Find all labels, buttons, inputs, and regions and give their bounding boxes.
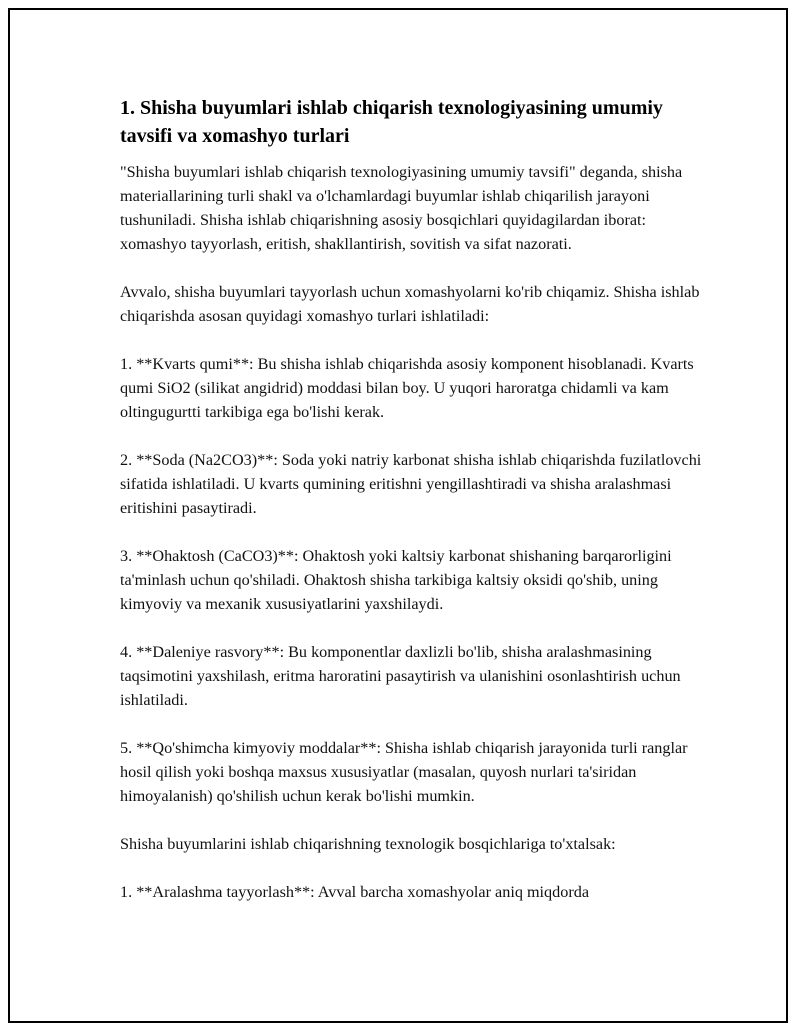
document-title: 1. Shisha buyumlari ishlab chiqarish texnologiyasining umumiy tavsifi va xomashyo turlari: [120, 97, 663, 147]
list-item-daleniye: 4. **Daleniye rasvory**: Bu komponentlar daxlizli bo'lib, shisha aralashmasining taqsimotini yaxshilash, eritma haroratini pasaytirish va ulanishini osonlashtirish uchun ishlatiladi.: [120, 643, 681, 709]
list-item-mixture-prep: 1. **Aralashma tayyorlash**: Avval barcha xomashyolar aniq miqdorda: [120, 883, 590, 901]
paragraph-raw-materials: Avvalo, shisha buyumlari tayyorlash uchun xomashyolarni ko'rib chiqamiz. Shisha ishlab chiqarishda asosan quyidagi xomashyo turlari ishlatiladi:: [120, 283, 700, 325]
list-item-soda: 2. **Soda (Na2CO3)**: Soda yoki natriy karbonat shisha ishlab chiqarishda fuzilatlovchi sifatida ishlatiladi. U kvarts qumining eritishni yengillashtiradi va shisha aralashmasi eritishini pasaytiradi.: [120, 451, 702, 517]
list-item-limestone: 3. **Ohaktosh (CaCO3)**: Ohaktosh yoki kaltsiy karbonat shishaning barqarorligini ta'minlash uchun qo'shiladi. Ohaktosh shisha tarkibiga kaltsiy oksidi qo'shib, uning kimyoviy va mexanik xususiyatlarini yaxshilaydi.: [120, 547, 672, 613]
paragraph-stages: Shisha buyumlarini ishlab chiqarishning texnologik bosqichlariga to'xtalsak:: [120, 835, 616, 853]
paragraph-intro: "Shisha buyumlari ishlab chiqarish texnologiyasining umumiy tavsifi" deganda, shisha materiallarining turli shakl va o'lchamlardagi buyumlar ishlab chiqarilish jarayoni tushuniladi. Shisha ishlab chiqarishning asosiy bosqichlari quyidagilardan iborat: xomashyo tayyorlash, eritish, shakllantirish, sovitish va sifat nazorati.: [120, 163, 683, 253]
list-item-additives: 5. **Qo'shimcha kimyoviy moddalar**: Shisha ishlab chiqarish jarayonida turli ranglar hosil qilish yoki boshqa maxsus xususiyatlar (masalan, quyosh nurlari ta'siridan himoyalanish) qo'shilish uchun kerak bo'lishi mumkin.: [120, 739, 688, 805]
list-item-quartz-sand: 1. **Kvarts qumi**: Bu shisha ishlab chiqarishda asosiy komponent hisoblanadi. Kvarts qumi SiO2 (silikat angidrid) moddasi bilan boy. U yuqori haroratga chidamli va kam oltingugurtti tarkibiga ega bo'lishi kerak.: [120, 355, 694, 421]
page-frame: [8, 8, 788, 1023]
document-content: [120, 94, 710, 928]
